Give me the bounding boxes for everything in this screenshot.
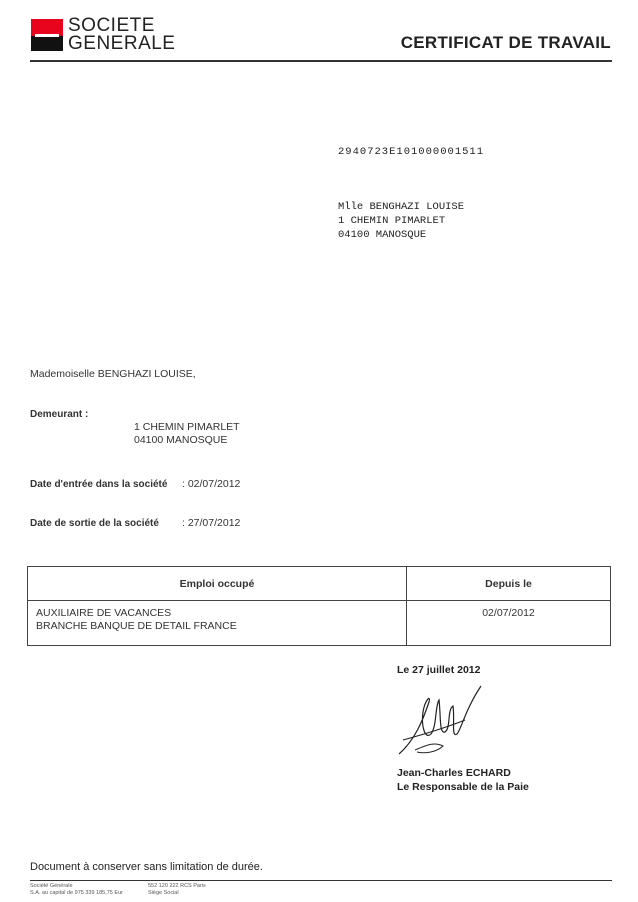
since-cell: 02/07/2012 [407,601,611,646]
recipient-address [338,200,464,242]
residence-city: 04100 MANOSQUE [134,434,228,446]
reference-number: 2940723E101000001511 [338,146,485,158]
recipient-street: 1 CHEMIN PIMARLET [338,215,446,227]
signatory-name: Jean-Charles ECHARD [397,767,511,779]
exit-date-value: : 27/07/2012 [182,517,241,529]
company-logo [31,19,63,51]
job-line-2: BRANCHE BANQUE DE DETAIL FRANCE [36,620,237,632]
signatory [397,766,529,794]
entry-date-value: : 02/07/2012 [182,478,241,490]
header-divider [30,60,612,62]
brand-name [68,17,175,53]
signatory-role: Le Responsable de la Paie [397,781,529,793]
residence-label: Demeurant : [30,409,89,420]
legal-info-left [30,883,123,897]
legal-company: Société Générale [30,883,73,889]
exit-date-label: Date de sortie de la société [30,518,159,529]
column-header-since: Depuis le [407,567,611,601]
retention-note: Document à conserver sans limitation de durée. [30,861,263,873]
recipient-name: Mlle BENGHAZI LOUISE [338,201,465,213]
legal-seat: Siège Social [148,890,179,896]
signature-date: Le 27 juillet 2012 [397,664,481,676]
column-header-job: Emploi occupé [28,567,407,601]
legal-rcs: 552 120 222 RCS Paris [148,883,206,889]
job-cell [28,601,407,646]
job-line-1: AUXILIAIRE DE VACANCES [36,607,172,619]
table-row [28,601,611,646]
document-title: CERTIFICAT DE TRAVAIL [400,33,611,52]
brand-line-1: SOCIETE [68,15,155,36]
table-header-row [28,567,611,601]
residence-street: 1 CHEMIN PIMARLET [134,421,240,433]
brand-line-2: GENERALE [68,33,176,54]
footer-divider [30,880,612,881]
legal-info-right [148,883,206,897]
employment-table [27,566,611,646]
recipient-city: 04100 MANOSQUE [338,229,427,241]
legal-capital: S.A. au capital de 975 339 185,75 Eur [30,890,123,896]
salutation: Mademoiselle BENGHAZI LOUISE, [30,368,196,380]
handwritten-signature [395,680,485,760]
entry-date-label: Date d'entrée dans la société [30,479,168,490]
residence-address [134,421,240,447]
